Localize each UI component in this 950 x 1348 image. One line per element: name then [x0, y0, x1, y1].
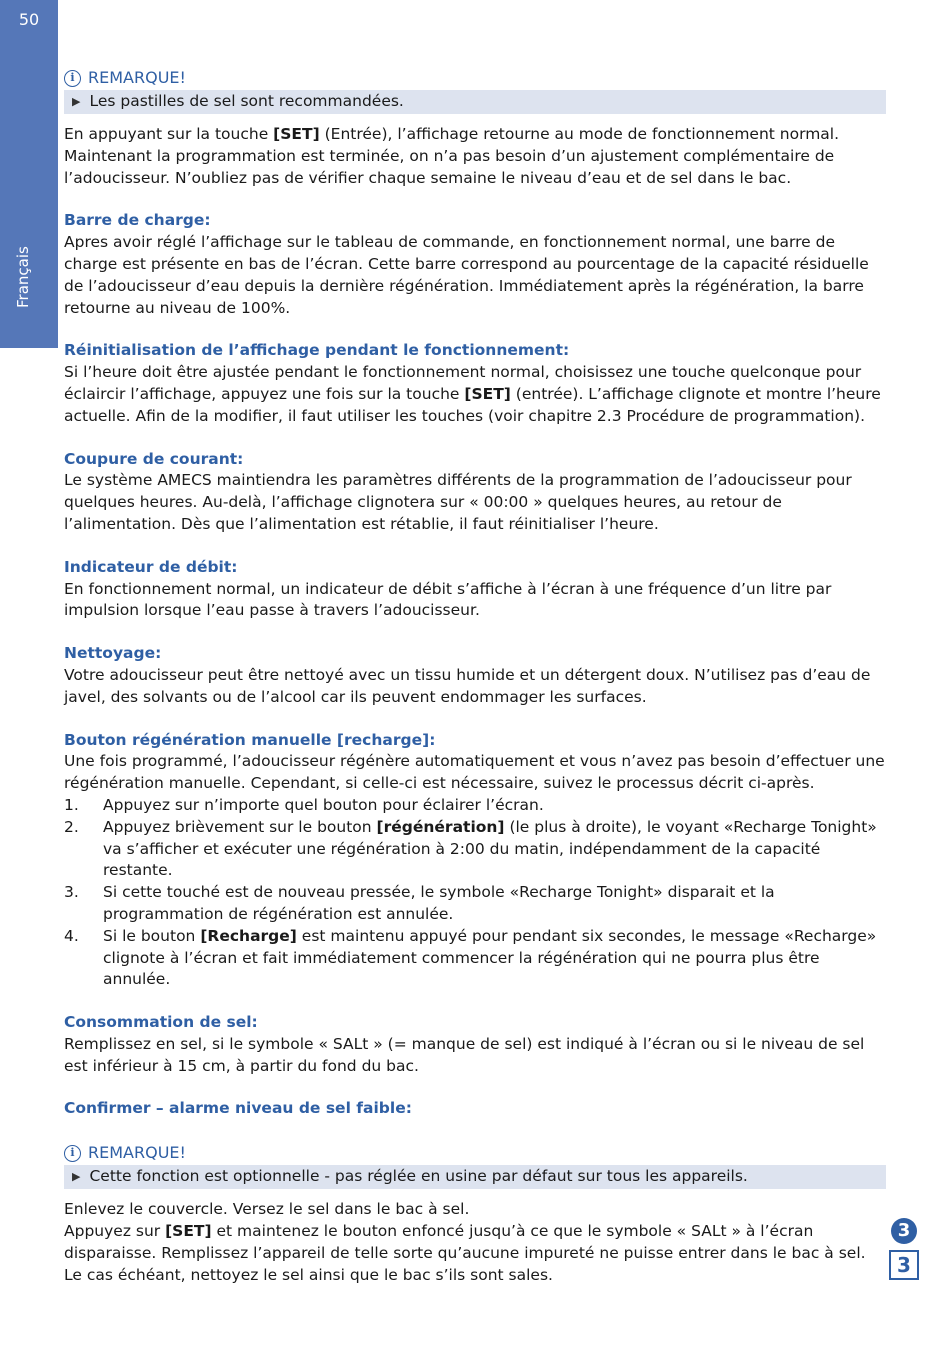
note-title: REMARQUE!	[88, 1143, 186, 1163]
section-heading: Barre de charge:	[64, 211, 211, 230]
step-number: 4.	[64, 926, 79, 945]
step-number: 1.	[64, 795, 79, 814]
section-cleaning	[64, 643, 886, 708]
section-low-salt-alarm	[64, 1098, 886, 1120]
info-icon: i	[64, 1145, 81, 1162]
step-text: Si cette touché est de nouveau pressée, le symbole «Recharge Tonight» disparait et la programmation de régénération est annulée.	[103, 883, 775, 923]
step-text: (le plus à droite), le voyant «Recharge Tonight» va s’afficher et exécuter une régénération à 2:00 du matin, indépendamment de la capacité restante.	[103, 817, 877, 880]
section-reset-display	[64, 340, 886, 427]
note-title: REMARQUE!	[88, 68, 186, 88]
section-text: (entrée). L’affichage clignote et montre l’heure actuelle. Afin de la modifier, il faut utiliser les touches (voir chapitre 2.3 Procédure de programmation).	[64, 384, 881, 425]
triangle-right-icon: ▶	[72, 1170, 81, 1184]
key-label: [SET]	[273, 125, 320, 143]
section-heading: Bouton régénération manuelle [recharge]:	[64, 730, 436, 749]
list-item	[64, 926, 886, 991]
step-text: est maintenu appuyé pour pendant six secondes, le message «Recharge» clignote à l’écran et fait immédiatement commencer la régénération qui ne pourra plus être annulée.	[103, 926, 877, 989]
text: Appuyez sur	[64, 1222, 166, 1241]
section-text: En fonctionnement normal, un indicateur de débit s’affiche à l’écran à une fréquence d’un litre par impulsion lorsque l’eau passe à travers l’adoucisseur.	[64, 579, 832, 620]
section-charge-bar	[64, 210, 886, 319]
text: Enlevez le couvercle. Versez le sel dans le bac à sel.	[64, 1200, 470, 1219]
page-number: 50	[18, 10, 40, 29]
info-icon: i	[64, 70, 81, 87]
text: et maintenez le bouton enfoncé jusqu’à ce que le symbole « SALt » à l’écran disparaisse. Remplissez l’appareil de telle sorte qu’aucune impureté ne puisse entrer dans le bac à sel. Le cas échéant, nettoyez le sel ainsi que le bac s’ils sont sales.	[64, 1222, 866, 1284]
list-item	[64, 795, 886, 817]
section-manual-regeneration	[64, 730, 886, 992]
text: En appuyant sur la touche	[64, 125, 274, 143]
intro-paragraph	[64, 124, 886, 189]
section-heading: Indicateur de débit:	[64, 557, 238, 576]
chapter-marker-square: 3	[889, 1250, 919, 1280]
note-text: Les pastilles de sel sont recommandées.	[89, 92, 404, 111]
triangle-right-icon: ▶	[72, 95, 81, 109]
list-item	[64, 882, 886, 926]
key-label: [régénération]	[376, 817, 505, 836]
note-box	[64, 1165, 886, 1189]
note-text: Cette fonction est optionnelle - pas réglée en usine par défaut sur tous les appareils.	[89, 1167, 748, 1186]
chapter-marker-circle: 3	[891, 1218, 917, 1244]
section-heading: Nettoyage:	[64, 644, 162, 663]
note-box	[64, 90, 886, 114]
key-label: [SET]	[464, 384, 511, 403]
note-heading	[64, 1141, 886, 1165]
section-text: Remplissez en sel, si le symbole « SALt » (= manque de sel) est indiqué à l’écran ou si le niveau de sel est inférieur à 15 cm, à partir du fond du bac.	[64, 1034, 865, 1075]
section-text: Apres avoir réglé l’affichage sur le tableau de commande, en fonctionnement normal, une barre de charge est présente en bas de l’écran. Cette barre correspond au pourcentage de la capacité résiduelle de l’adoucisseur d’eau depuis la dernière régénération. Immédiatement après la régénération, la barre retourne au niveau de 100%.	[64, 233, 869, 317]
key-label: [Recharge]	[200, 926, 297, 945]
section-heading: Coupure de courant:	[64, 449, 244, 468]
steps-list	[64, 795, 886, 991]
section-heading: Confirmer – alarme niveau de sel faible:	[64, 1099, 412, 1118]
language-tab-label: Français	[14, 246, 32, 308]
section-heading: Réinitialisation de l’affichage pendant le fonctionnement:	[64, 341, 570, 360]
note-heading	[64, 66, 886, 90]
section-power-cut	[64, 449, 886, 536]
step-number: 2.	[64, 817, 79, 836]
list-item	[64, 817, 886, 882]
text: (Entrée), l’affichage retourne au mode de fonctionnement normal. Maintenant la programmation est terminée, on n’a pas besoin d’un ajustement complémentaire de l’adoucisseur. N’oubliez pas de vérifier chaque semaine le niveau d’eau et de sel dans le bac.	[64, 125, 840, 187]
step-number: 3.	[64, 883, 79, 902]
final-paragraph	[64, 1199, 886, 1286]
section-text: Une fois programmé, l’adoucisseur régénère automatiquement et vous n’avez pas besoin d’effectuer une régénération manuelle. Cependant, si celle-ci est nécessaire, suivez le processus décrit ci-après.	[64, 752, 885, 793]
step-text: Appuyez brièvement sur le bouton	[103, 817, 377, 836]
page-content	[64, 66, 886, 1307]
key-label: [SET]	[165, 1222, 212, 1241]
step-text: Si le bouton	[103, 926, 201, 945]
section-text: Le système AMECS maintiendra les paramètres différents de la programmation de l’adoucisseur pour quelques heures. Au-delà, l’affichage clignotera sur « 00:00 » quelques heures, au retour de l’alimentation. Dès que l’alimentation est rétablie, il faut réinitialiser l’heure.	[64, 471, 852, 533]
section-text: Votre adoucisseur peut être nettoyé avec un tissu humide et un détergent doux. N’utilisez pas d’eau de javel, des solvants ou de l’alcool car ils peuvent endommager les surfaces.	[64, 665, 871, 706]
sidebar-tab	[0, 0, 58, 348]
section-salt-consumption	[64, 1012, 886, 1077]
section-text: Si l’heure doit être ajustée pendant le fonctionnement normal, choisissez une touche quelconque pour éclaircir l’affichage, appuyez une fois sur la touche	[64, 363, 862, 403]
step-text: Appuyez sur n’importe quel bouton pour éclairer l’écran.	[103, 795, 544, 814]
section-flow-indicator	[64, 557, 886, 622]
section-heading: Consommation de sel:	[64, 1013, 258, 1032]
